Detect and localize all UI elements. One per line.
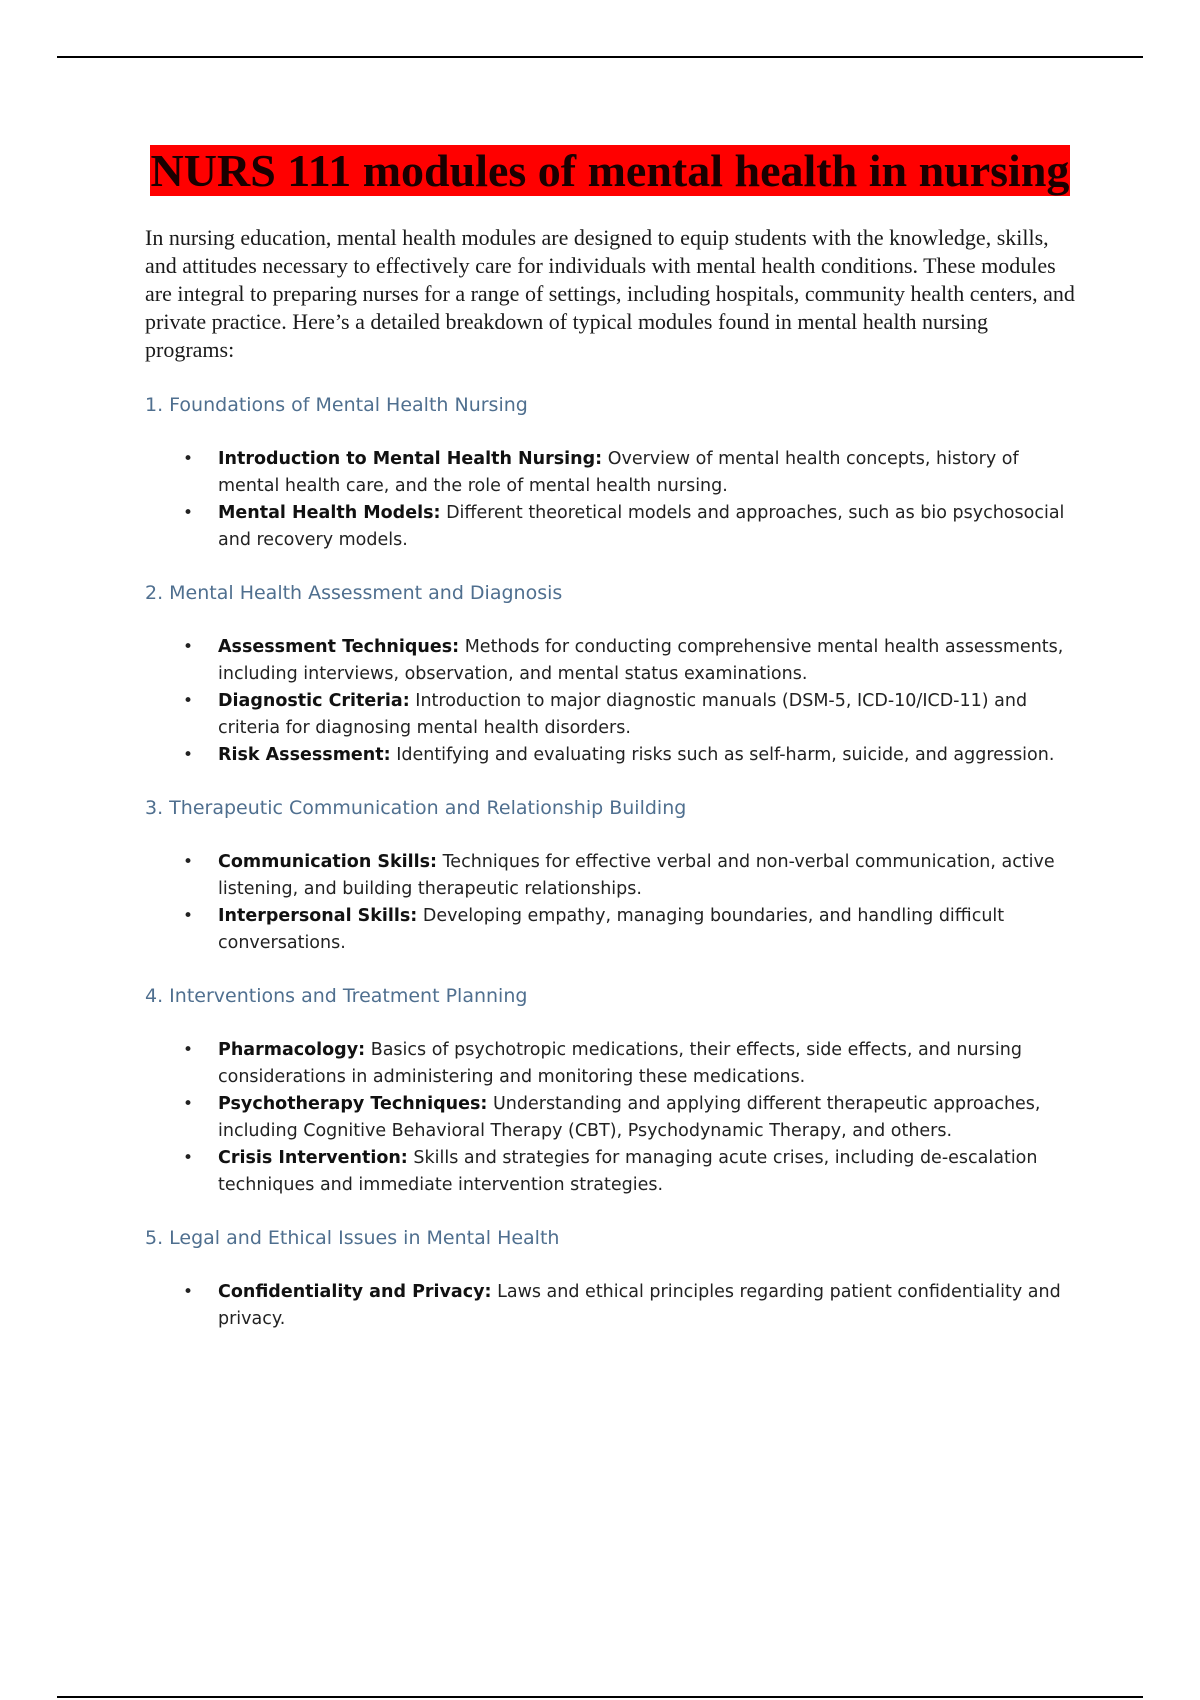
list-item [145,1037,1075,1091]
item-term: Psychotherapy Techniques: [218,1094,488,1114]
item-description: Introduction to major diagnostic manuals (DSM-5, ICD-10/ICD-11) and criteria for diagnosing mental health disorders. [218,691,1028,738]
top-rule [57,56,1143,58]
list-item [145,903,1075,957]
bullet-icon: • [183,1148,194,1168]
section-list [145,634,1075,769]
item-description: Developing empathy, managing boundaries, and handling difficult conversations. [218,906,1005,953]
item-description: Understanding and applying different therapeutic approaches, including Cognitive Behavioral Therapy (CBT), Psychodynamic Therapy, and others. [218,1094,1041,1141]
section-heading: 1. Foundations of Mental Health Nursing [145,394,528,416]
list-item [145,446,1075,500]
list-item [145,688,1075,742]
bullet-icon: • [183,637,194,657]
item-description: Laws and ethical principles regarding patient confidentiality and privacy. [218,1282,1061,1329]
section-heading: 3. Therapeutic Communication and Relationship Building [145,797,687,819]
item-term: Mental Health Models: [218,503,441,523]
section-heading: 4. Interventions and Treatment Planning [145,985,528,1007]
item-term: Diagnostic Criteria: [218,691,410,711]
item-term: Pharmacology: [218,1040,366,1060]
item-term: Assessment Techniques: [218,637,460,657]
bullet-icon: • [183,449,194,469]
document-title [145,144,1075,198]
bullet-icon: • [183,503,194,523]
list-item [145,1279,1075,1333]
item-description: Skills and strategies for managing acute crises, including de-escalation techniques and immediate intervention strategies. [218,1148,1038,1195]
list-item [145,742,1075,769]
item-description: Overview of mental health concepts, history of mental health care, and the role of mental health nursing. [218,449,1019,496]
item-description: Different theoretical models and approaches, such as bio psychosocial and recovery models. [218,503,1065,550]
bullet-icon: • [183,1040,194,1060]
item-term: Introduction to Mental Health Nursing: [218,449,603,469]
bullet-icon: • [183,745,194,765]
item-term: Communication Skills: [218,852,438,872]
sections-container [145,392,1075,1333]
item-term: Interpersonal Skills: [218,906,418,926]
section-list [145,1037,1075,1199]
bullet-icon: • [183,1094,194,1114]
item-description: Identifying and evaluating risks such as self-harm, suicide, and aggression. [390,745,1055,765]
item-term: Crisis Intervention: [218,1148,408,1168]
document-body [145,144,1075,1359]
item-term: Confidentiality and Privacy: [218,1282,492,1302]
section-heading: 5. Legal and Ethical Issues in Mental Health [145,1227,560,1249]
bullet-icon: • [183,1282,194,1302]
list-item [145,1091,1075,1145]
item-term: Risk Assessment: [218,745,391,765]
item-description: Methods for conducting comprehensive mental health assessments, including interviews, observation, and mental status examinations. [218,637,1064,684]
list-item [145,1145,1075,1199]
item-description: Basics of psychotropic medications, their effects, side effects, and nursing considerations in administering and monitoring these medications. [218,1040,1022,1087]
list-item [145,849,1075,903]
title-highlight: NURS 111 modules of mental health in nursing [150,145,1070,196]
bullet-icon: • [183,906,194,926]
bottom-rule [57,1696,1143,1698]
list-item [145,634,1075,688]
bullet-icon: • [183,691,194,711]
section-list [145,446,1075,554]
section-list [145,849,1075,957]
list-item [145,500,1075,554]
bullet-icon: • [183,852,194,872]
section-list [145,1279,1075,1333]
section-heading: 2. Mental Health Assessment and Diagnosis [145,582,563,604]
item-description: Techniques for effective verbal and non-verbal communication, active listening, and building therapeutic relationships. [218,852,1055,899]
intro-paragraph: In nursing education, mental health modules are designed to equip students with the knowledge, skills, and attitudes necessary to effectively care for individuals with mental health conditions. These modules are integral to preparing nurses for a range of settings, including hospitals, community health centers, and private practice. Here’s a detailed breakdown of typical modules found in mental health nursing programs: [145,225,1075,362]
